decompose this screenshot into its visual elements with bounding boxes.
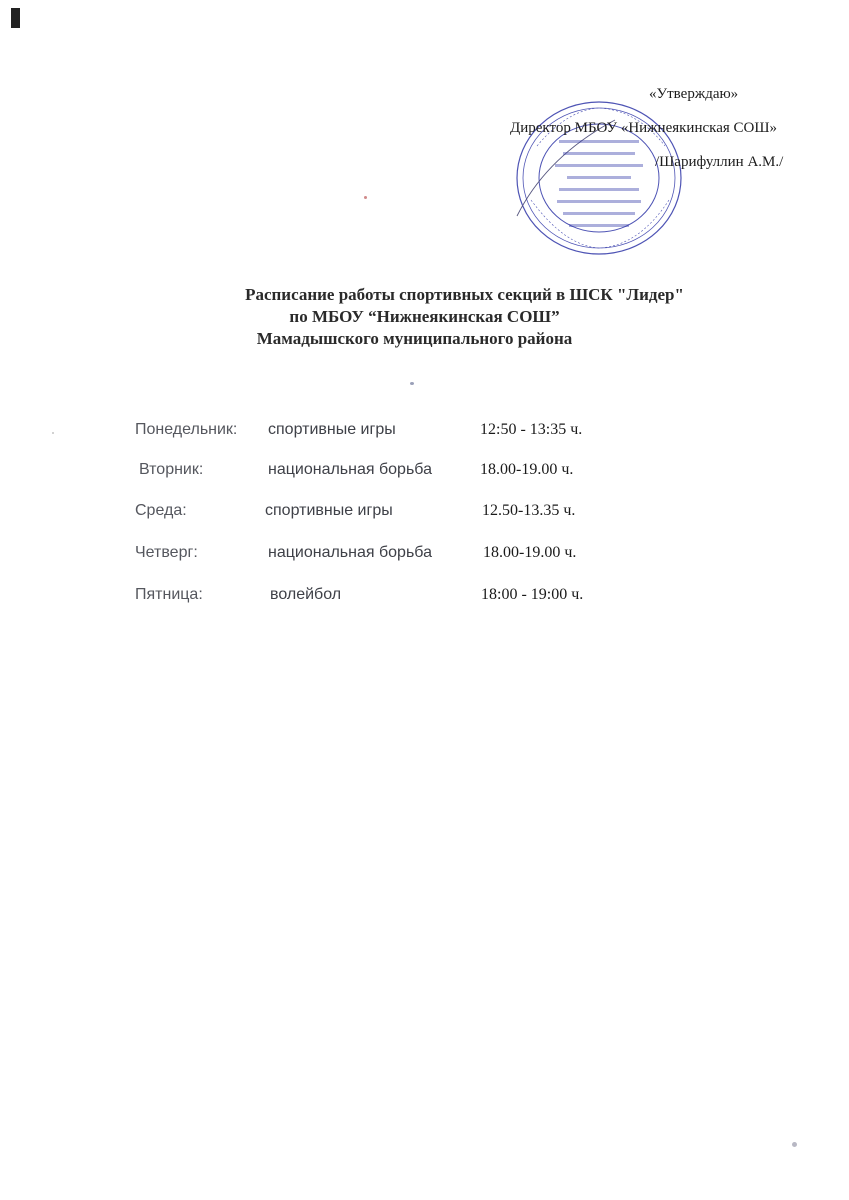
document-title-line-1: Расписание работы спортивных секций в ШСК "Лидер" — [245, 285, 684, 304]
schedule-activity: спортивные игры — [268, 421, 396, 438]
schedule-time: 18.00-19.00 ч. — [483, 544, 577, 561]
schedule-row — [0, 421, 849, 445]
schedule-day: Понедельник: — [135, 421, 238, 438]
approval-director-line: Директор МБОУ «Нижнеякинская СОШ» — [510, 120, 777, 136]
schedule-day: Четверг: — [135, 544, 198, 561]
document-title-line-3: Мамадышского муниципального района — [256, 329, 573, 348]
scan-speck — [410, 382, 414, 385]
schedule-time: 12:50 - 13:35 ч. — [480, 421, 583, 438]
document-title-line-2: по МБОУ “Нижнеякинская СОШ” — [289, 307, 560, 326]
schedule-time: 12.50-13.35 ч. — [482, 502, 576, 519]
scan-speck — [364, 196, 367, 199]
schedule-activity: национальная борьба — [268, 544, 432, 561]
schedule-day: Вторник: — [139, 461, 204, 478]
approval-heading: «Утверждаю» — [649, 86, 739, 102]
schedule-time: 18.00-19.00 ч. — [480, 461, 574, 478]
scan-speck — [792, 1142, 797, 1147]
schedule-row — [0, 502, 849, 526]
schedule-day: Среда: — [135, 502, 187, 519]
scan-corner-mark — [11, 8, 20, 28]
schedule-row — [0, 544, 849, 568]
schedule-activity: национальная борьба — [268, 461, 432, 478]
schedule-day: Пятница: — [135, 586, 203, 603]
schedule-row — [0, 586, 849, 610]
schedule-activity: волейбол — [270, 586, 342, 603]
schedule-activity: спортивные игры — [265, 502, 393, 519]
approval-signer-name: /Шарифуллин А.М./ — [655, 154, 784, 170]
schedule-time: 18:00 - 19:00 ч. — [481, 586, 584, 603]
schedule-row — [0, 461, 849, 485]
